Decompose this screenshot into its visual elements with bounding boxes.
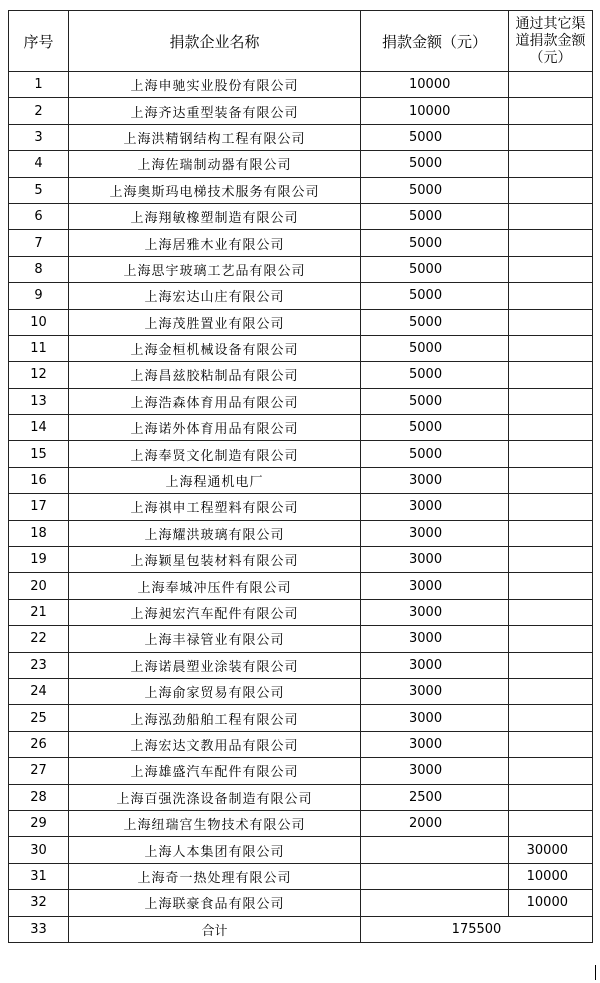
table-row	[9, 98, 593, 124]
donation-amount: 5000	[361, 124, 509, 150]
company-name: 上海昶宏汽车配件有限公司	[69, 599, 361, 625]
company-name: 上海百强洗涤设备制造有限公司	[69, 784, 361, 810]
company-name: 上海宏达山庄有限公司	[69, 283, 361, 309]
other-channel-amount: 30000	[509, 837, 593, 863]
table-row	[9, 177, 593, 203]
table-row	[9, 441, 593, 467]
company-name: 上海思宇玻璃工艺品有限公司	[69, 256, 361, 282]
other-channel-amount	[509, 388, 593, 414]
other-channel-amount	[509, 335, 593, 361]
total-value: 175500	[361, 916, 593, 942]
row-index: 4	[9, 151, 69, 177]
company-name: 上海奉城冲压件有限公司	[69, 573, 361, 599]
company-name: 上海宏达文教用品有限公司	[69, 731, 361, 757]
table-row	[9, 256, 593, 282]
other-channel-amount	[509, 124, 593, 150]
other-channel-amount	[509, 599, 593, 625]
other-channel-amount	[509, 98, 593, 124]
other-channel-amount	[509, 72, 593, 98]
donation-amount: 3000	[361, 467, 509, 493]
company-name: 上海俞家贸易有限公司	[69, 678, 361, 704]
row-index: 21	[9, 599, 69, 625]
table-row	[9, 863, 593, 889]
company-name: 上海居雅木业有限公司	[69, 230, 361, 256]
donation-amount: 3000	[361, 520, 509, 546]
company-name: 上海人本集团有限公司	[69, 837, 361, 863]
row-index: 17	[9, 494, 69, 520]
company-name: 上海诺外体育用品有限公司	[69, 415, 361, 441]
company-name: 上海奉贤文化制造有限公司	[69, 441, 361, 467]
table-header	[9, 11, 593, 72]
company-name: 上海佐瑞制动器有限公司	[69, 151, 361, 177]
company-name: 上海申驰实业股份有限公司	[69, 72, 361, 98]
other-channel-amount	[509, 151, 593, 177]
company-name: 上海金桓机械设备有限公司	[69, 335, 361, 361]
total-label: 合计	[69, 916, 361, 942]
company-name: 上海泓劲船舶工程有限公司	[69, 705, 361, 731]
row-index: 14	[9, 415, 69, 441]
table-row	[9, 151, 593, 177]
row-index: 5	[9, 177, 69, 203]
donation-amount: 2500	[361, 784, 509, 810]
donation-amount: 3000	[361, 626, 509, 652]
donation-amount: 5000	[361, 283, 509, 309]
row-index: 28	[9, 784, 69, 810]
header-company: 捐款企业名称	[69, 11, 361, 72]
table-row	[9, 335, 593, 361]
other-channel-amount	[509, 520, 593, 546]
table-row	[9, 203, 593, 229]
donation-amount	[361, 863, 509, 889]
other-channel-amount	[509, 230, 593, 256]
donation-amount: 5000	[361, 203, 509, 229]
table-row	[9, 890, 593, 916]
table-row	[9, 547, 593, 573]
donation-amount: 5000	[361, 362, 509, 388]
table-row	[9, 652, 593, 678]
total-row	[9, 916, 593, 942]
other-channel-amount	[509, 705, 593, 731]
row-index: 6	[9, 203, 69, 229]
row-index: 20	[9, 573, 69, 599]
other-channel-amount: 10000	[509, 890, 593, 916]
other-channel-amount	[509, 441, 593, 467]
company-name: 上海昌兹胶粘制品有限公司	[69, 362, 361, 388]
donation-amount: 5000	[361, 309, 509, 335]
company-name: 上海奥斯玛电梯技术服务有限公司	[69, 177, 361, 203]
row-index: 12	[9, 362, 69, 388]
company-name: 上海诺晨塑业涂装有限公司	[69, 652, 361, 678]
company-name: 上海祺申工程塑料有限公司	[69, 494, 361, 520]
other-channel-amount	[509, 626, 593, 652]
donation-amount: 2000	[361, 810, 509, 836]
row-index: 32	[9, 890, 69, 916]
total-index: 33	[9, 916, 69, 942]
other-channel-amount	[509, 494, 593, 520]
other-channel-amount	[509, 731, 593, 757]
table-row	[9, 758, 593, 784]
table-row	[9, 494, 593, 520]
other-channel-amount	[509, 784, 593, 810]
header-index: 序号	[9, 11, 69, 72]
company-name: 上海丰禄管业有限公司	[69, 626, 361, 652]
company-name: 上海程通机电厂	[69, 467, 361, 493]
table-body	[9, 72, 593, 943]
donation-table	[8, 10, 593, 943]
row-index: 19	[9, 547, 69, 573]
company-name: 上海奇一热处理有限公司	[69, 863, 361, 889]
company-name: 上海联豪食品有限公司	[69, 890, 361, 916]
table-row	[9, 362, 593, 388]
company-name: 上海茂胜置业有限公司	[69, 309, 361, 335]
table-row	[9, 72, 593, 98]
donation-amount: 10000	[361, 98, 509, 124]
other-channel-amount	[509, 309, 593, 335]
other-channel-amount	[509, 758, 593, 784]
row-index: 8	[9, 256, 69, 282]
company-name: 上海浩森体育用品有限公司	[69, 388, 361, 414]
table-row	[9, 283, 593, 309]
company-name: 上海洪精钢结构工程有限公司	[69, 124, 361, 150]
company-name: 上海纽瑞宫生物技术有限公司	[69, 810, 361, 836]
donation-amount: 3000	[361, 547, 509, 573]
company-name: 上海耀洪玻璃有限公司	[69, 520, 361, 546]
row-index: 16	[9, 467, 69, 493]
row-index: 3	[9, 124, 69, 150]
donation-amount	[361, 890, 509, 916]
row-index: 10	[9, 309, 69, 335]
donation-amount: 5000	[361, 256, 509, 282]
table-row	[9, 784, 593, 810]
table-row	[9, 599, 593, 625]
row-index: 15	[9, 441, 69, 467]
row-index: 24	[9, 678, 69, 704]
row-index: 13	[9, 388, 69, 414]
other-channel-amount	[509, 678, 593, 704]
donation-amount: 3000	[361, 758, 509, 784]
other-channel-amount	[509, 573, 593, 599]
row-index: 29	[9, 810, 69, 836]
donation-amount: 10000	[361, 72, 509, 98]
company-name: 上海翔敏橡塑制造有限公司	[69, 203, 361, 229]
table-row	[9, 626, 593, 652]
other-channel-amount	[509, 547, 593, 573]
donation-amount: 3000	[361, 731, 509, 757]
other-channel-amount	[509, 203, 593, 229]
donation-amount: 3000	[361, 599, 509, 625]
other-channel-amount	[509, 415, 593, 441]
other-channel-amount	[509, 467, 593, 493]
other-channel-amount	[509, 652, 593, 678]
row-index: 1	[9, 72, 69, 98]
company-name: 上海雄盛汽车配件有限公司	[69, 758, 361, 784]
donation-amount: 5000	[361, 441, 509, 467]
table-row	[9, 731, 593, 757]
header-amount: 捐款金额（元）	[361, 11, 509, 72]
other-channel-amount	[509, 256, 593, 282]
table-row	[9, 520, 593, 546]
donation-amount	[361, 837, 509, 863]
table-row	[9, 388, 593, 414]
row-index: 2	[9, 98, 69, 124]
other-channel-amount	[509, 177, 593, 203]
row-index: 9	[9, 283, 69, 309]
other-channel-amount: 10000	[509, 863, 593, 889]
row-index: 7	[9, 230, 69, 256]
donation-amount: 3000	[361, 652, 509, 678]
row-index: 23	[9, 652, 69, 678]
company-name: 上海颖星包装材料有限公司	[69, 547, 361, 573]
table-row	[9, 810, 593, 836]
donation-amount: 3000	[361, 573, 509, 599]
other-channel-amount	[509, 810, 593, 836]
row-index: 11	[9, 335, 69, 361]
other-channel-amount	[509, 283, 593, 309]
row-index: 26	[9, 731, 69, 757]
donation-amount: 5000	[361, 415, 509, 441]
donation-amount: 3000	[361, 494, 509, 520]
text-cursor	[595, 965, 596, 980]
donation-amount: 5000	[361, 230, 509, 256]
table-row	[9, 573, 593, 599]
table-row	[9, 124, 593, 150]
company-name: 上海齐达重型装备有限公司	[69, 98, 361, 124]
other-channel-amount	[509, 362, 593, 388]
donation-amount: 5000	[361, 388, 509, 414]
row-index: 25	[9, 705, 69, 731]
row-index: 30	[9, 837, 69, 863]
header-row	[9, 11, 593, 72]
table-row	[9, 230, 593, 256]
table-row	[9, 837, 593, 863]
table-row	[9, 678, 593, 704]
row-index: 18	[9, 520, 69, 546]
header-other-channels: 通过其它渠道捐款金额（元）	[509, 11, 593, 72]
table-row	[9, 415, 593, 441]
donation-amount: 5000	[361, 151, 509, 177]
donation-amount: 5000	[361, 335, 509, 361]
row-index: 22	[9, 626, 69, 652]
row-index: 27	[9, 758, 69, 784]
donation-amount: 5000	[361, 177, 509, 203]
donation-amount: 3000	[361, 678, 509, 704]
row-index: 31	[9, 863, 69, 889]
table-row	[9, 467, 593, 493]
table-row	[9, 309, 593, 335]
donation-amount: 3000	[361, 705, 509, 731]
table-row	[9, 705, 593, 731]
